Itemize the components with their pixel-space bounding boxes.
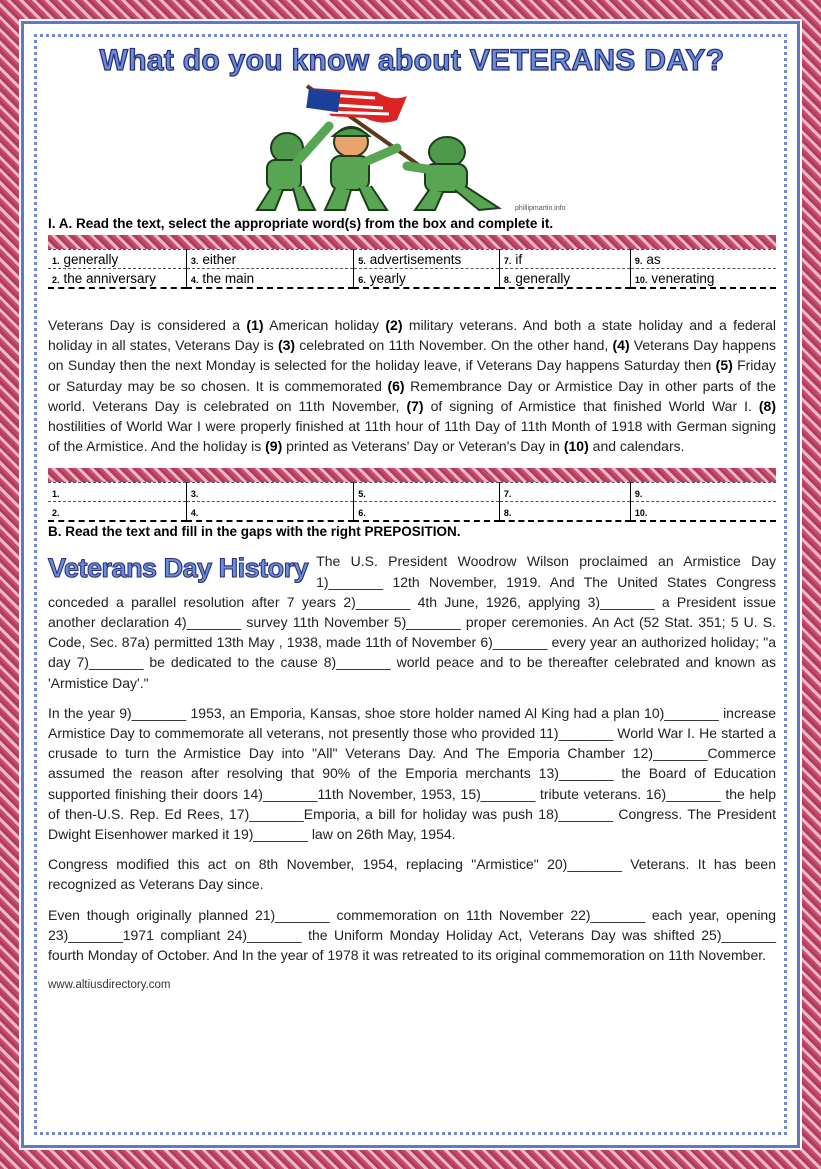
gap-marker: (7) xyxy=(406,397,424,414)
word-box-item: 10. venerating xyxy=(630,269,776,289)
gap-marker: (1) xyxy=(246,317,264,333)
word-box-item: 8. generally xyxy=(499,269,630,289)
section-a-passage: Veterans Day is considered a (1) American holiday (2) military veterans. And both a state holiday and a federal holiday in all states, Veterans Day is (3) celebrated on 11th November. On the other hand, (4) Veterans Day happens on Sunday then the next Monday is selected for the holiday leave, if Veterans Day happens Saturday then (5) Friday or Saturday may be so chosen. It is commemorated (6) Remembrance Day or Armistice Day in other parts of the world. Veterans Day is celebrated on 11th November, (7) of signing of Armistice that finished World War I. (8) hostilities of World War I were properly finished at 11th hour of 11th Day of 11th Month of 1918 with German signing of the Armistice. And the holiday is (9) printed as Veterans' Day or Veteran's Day in (10) and calendars. xyxy=(48,317,777,455)
decorative-divider xyxy=(48,468,776,482)
gap-marker: (5) xyxy=(715,357,733,374)
gap-marker: (3) xyxy=(277,337,296,354)
answer-cell[interactable]: 6. xyxy=(354,502,500,522)
word-box-item: 1. generally xyxy=(48,250,186,269)
answer-box xyxy=(48,482,776,522)
word-box-item: 6. yearly xyxy=(354,269,500,289)
history-paragraph-2: In the year 9)_______ 1953, an Emporia, Kansas, shoe store holder named Al King had a plan 10)_______ increase Armistice Day to commemorate all veterans, not presently those who provided 11)_______ World War I. He started a crusade to turn the Armistice Day into "All" Veterans Day. And The Emporia Chamber 12)_______Commerce assumed the reason after resolving that 90% of the Emporia merchants 13)_______ the Board of Education supported finishing their doors 14)_______11th November, 1953, 15)_______ tribute veterans. 16)_______ the help of then-U.S. Rep. Ed Rees, 17)_______Emporia, a bill for holiday was push 18)_______ Congress. The President Dwight Eisenhower marked it 19)_______ law on 26th May, 1954. xyxy=(48,704,776,843)
answer-cell[interactable]: 4. xyxy=(186,502,353,522)
history-paragraph-1: The U.S. President Woodrow Wilson proclaimed an Armistice Day 1)_______ 12th November, 1919. And The United States Congress conceded a parallel resolution after 7 years 2)_______ 4th June, 1926, applying 3)_______ a President issue another declaration 4)_______ survey 11th November 5)_______ proper ceremonies. An Act (52 Stat. 351; 5 U. S. Code, Sec. 87a) permitted 13th May , 1938, made 11th of November 6)_______ every year an authorized holiday; "a day 7)_______ be dedicated to the cause 8)_______ world peace and to be thereafter celebrated and known as 'Armistice Day'." xyxy=(48,553,776,691)
word-box-item: 4. the main xyxy=(186,269,353,289)
answer-cell[interactable]: 10. xyxy=(630,502,776,522)
gap-marker: (10) xyxy=(563,438,589,455)
answer-cell[interactable]: 7. xyxy=(499,483,630,502)
answer-cell[interactable]: 2. xyxy=(48,502,186,522)
word-box-item: 9. as xyxy=(630,250,776,269)
answer-cell[interactable]: 1. xyxy=(48,483,186,502)
gap-marker: (2) xyxy=(385,317,403,333)
history-paragraph-3: Congress modified this act on 8th November, 1954, replacing "Armistice" 20)_______ Veterans. It has been recognized as Veterans Day since. xyxy=(48,856,776,893)
worksheet-page xyxy=(28,28,793,1141)
word-box xyxy=(48,249,776,289)
soldiers-raising-flag-illustration xyxy=(247,82,577,214)
answer-cell[interactable]: 5. xyxy=(354,483,500,502)
footer-url: www.altiusdirectory.com xyxy=(48,979,171,992)
illustration-credit: phillipmartin.info xyxy=(515,205,566,212)
gap-marker: (9) xyxy=(265,438,283,455)
word-box-item: 7. if xyxy=(499,250,630,269)
gap-marker: (6) xyxy=(387,377,405,394)
answer-cell[interactable]: 8. xyxy=(499,502,630,522)
answer-cell[interactable]: 9. xyxy=(630,483,776,502)
word-box-item: 3. either xyxy=(186,250,353,269)
section-b-heading: B. Read the text and fill in the gaps with the right PREPOSITION. xyxy=(48,524,461,540)
gap-marker: (8) xyxy=(758,397,777,414)
answer-cell[interactable]: 3. xyxy=(186,483,353,502)
page-title: What do you know about VETERANS DAY? xyxy=(99,44,725,77)
word-box-item: 5. advertisements xyxy=(354,250,500,269)
gap-marker: (4) xyxy=(612,337,630,354)
word-box-item: 2. the anniversary xyxy=(48,269,186,289)
decorative-divider xyxy=(48,235,776,249)
history-title: Veterans Day History xyxy=(48,553,309,584)
history-paragraph-4: Even though originally planned 21)_______ commemoration on 11th November 22)_______ each year, opening 23)_______1971 compliant 24)_______ the Uniform Monday Holiday Act, Veterans Day was shifted 25)_______ fourth Monday of October. And In the year of 1978 it was retreated to its original commemoration on 11th November. xyxy=(48,906,776,964)
section-a-heading: I. A. Read the text, select the appropriate word(s) from the box and complete it. xyxy=(48,216,554,231)
